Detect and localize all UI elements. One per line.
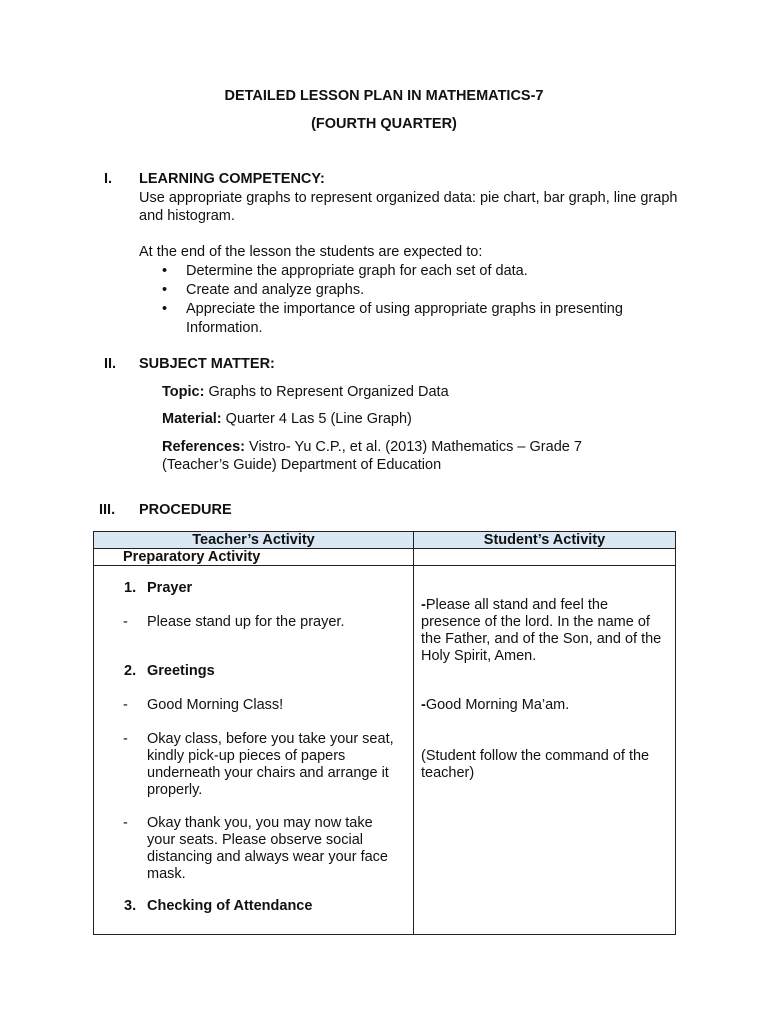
prayer-response-text: Please all stand and feel the presence of the lord. In the name of the Father, and of the Son, and of the Holy Spirit, Amen. (421, 597, 662, 664)
empty-cell (414, 549, 676, 566)
objectives-list (160, 262, 680, 338)
prayer-instruction: Please stand up for the prayer. (147, 614, 345, 630)
papers-instruction: Okay class, before you take your seat, kindly pick-up pieces of papers underneath your chairs and arrange it properly. (147, 731, 394, 798)
references-value: Vistro- Yu C.P., et al. (2013) Mathematics – Grade 7 (Teacher’s Guide) Department of Education (162, 439, 582, 473)
section-1-numeral: I. (104, 171, 113, 187)
dash: - (123, 697, 128, 713)
attendance-number: 3. (124, 898, 137, 914)
topic-label: Topic: (162, 384, 205, 400)
prayer-heading: Prayer (147, 580, 193, 596)
topic-value: Graphs to Represent Organized Data (208, 384, 449, 400)
topic-field (162, 383, 682, 401)
prayer-number: 1. (124, 580, 137, 596)
greetings-heading: Greetings (147, 663, 215, 679)
section-2-numeral: II. (104, 356, 117, 372)
objective-item: • Determine the appropriate graph for each set of data. (160, 262, 680, 281)
table-row (94, 566, 676, 935)
section-3-heading: PROCEDURE (139, 502, 232, 518)
greeting-response-text: Good Morning Ma’am. (425, 697, 570, 713)
section-2-heading: SUBJECT MATTER: (139, 356, 275, 372)
dash: - (123, 614, 128, 630)
references-field (162, 438, 622, 474)
references-label: References: (162, 439, 246, 455)
document-subtitle: (FOURTH QUARTER) (311, 116, 457, 132)
student-activity-header: Student’s Activity (414, 532, 676, 549)
teacher-activity-header: Teacher’s Activity (94, 532, 414, 549)
section-1-heading: LEARNING COMPETENCY: (139, 171, 325, 187)
dash: - (421, 597, 426, 613)
seats-instruction: Okay thank you, you may now take your seats. Please observe social distancing and always wear your face mask. (147, 815, 388, 882)
section-3-numeral: III. (99, 502, 116, 518)
greetings-number: 2. (124, 663, 137, 679)
table-subheader-row (94, 549, 676, 566)
learning-competency-text: Use appropriate graphs to represent organized data: pie chart, bar graph, line graph and histogram. (139, 190, 678, 224)
preparatory-activity-label: Preparatory Activity (94, 549, 414, 566)
objective-item: • Create and analyze graphs. (160, 281, 680, 300)
command-response: (Student follow the command of the teacher) (421, 748, 650, 781)
teacher-activity-cell (94, 566, 414, 935)
student-activity-cell (414, 566, 676, 935)
dash: - (421, 697, 426, 713)
attendance-heading: Checking of Attendance (147, 898, 313, 914)
greeting-response (421, 697, 671, 714)
dash: - (123, 731, 128, 747)
objective-item: • Appreciate the importance of using appropriate graphs in presenting Information. (160, 300, 656, 338)
procedure-table (93, 531, 676, 935)
prayer-response (421, 597, 671, 665)
document-title: DETAILED LESSON PLAN IN MATHEMATICS-7 (224, 88, 544, 104)
greeting-text: Good Morning Class! (147, 697, 284, 713)
material-field (162, 410, 682, 428)
material-label: Material: (162, 411, 222, 427)
dash: - (123, 815, 128, 831)
material-value: Quarter 4 Las 5 (Line Graph) (225, 411, 412, 427)
objectives-intro: At the end of the lesson the students are expected to: (139, 244, 483, 260)
table-header-row (94, 532, 676, 549)
